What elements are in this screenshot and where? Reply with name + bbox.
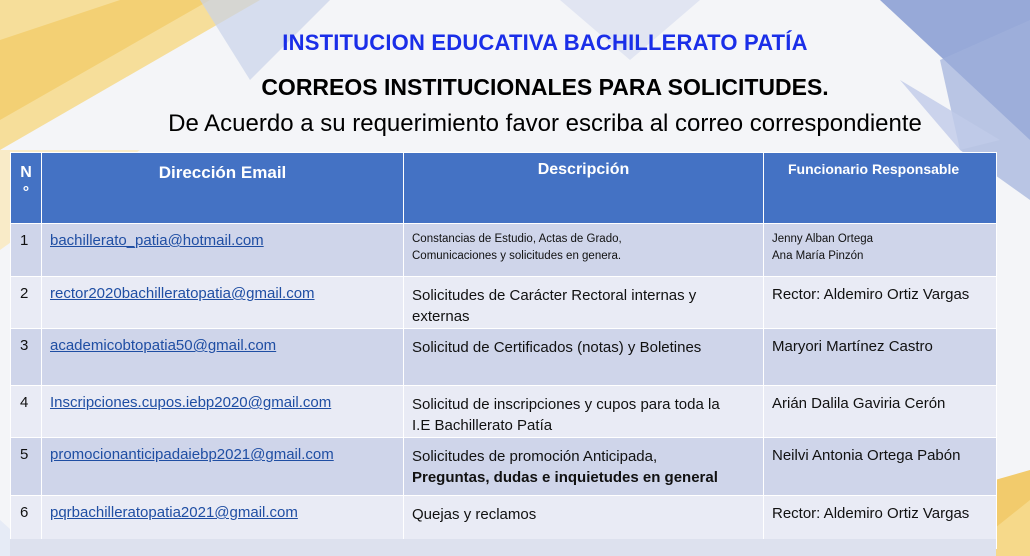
table-header-row xyxy=(11,153,997,224)
row-number: 5 xyxy=(11,438,42,496)
description-line: Solicitudes de Carácter Rectoral internas y xyxy=(412,287,697,304)
description-line: I.E Bachillerato Patía xyxy=(412,417,553,434)
email-cell xyxy=(42,386,404,438)
email-cell xyxy=(42,224,404,277)
header-number-line1: N xyxy=(20,164,32,181)
responsible-name: Ana María Pinzón xyxy=(772,250,864,262)
header-email: Dirección Email xyxy=(42,153,404,224)
responsible-cell xyxy=(764,438,997,496)
description-cell xyxy=(404,224,764,277)
responsible-cell xyxy=(764,277,997,329)
header-number-line2: ° xyxy=(22,184,30,201)
responsible-name: Maryori Martínez Castro xyxy=(772,338,933,355)
emails-table xyxy=(10,152,997,549)
responsible-name: Rector: Aldemiro Ortiz Vargas xyxy=(772,286,970,303)
description-line: Solicitud de inscripciones y cupos para toda la xyxy=(412,396,720,413)
header-number xyxy=(11,153,42,224)
table-row xyxy=(11,329,997,386)
email-link[interactable]: Inscripciones.cupos.iebp2020@gmail.com xyxy=(50,394,332,411)
responsible-name: Rector: Aldemiro Ortiz Vargas xyxy=(772,505,970,522)
document-title: CORREOS INSTITUCIONALES PARA SOLICITUDES. xyxy=(261,74,829,100)
description-line-bold: Preguntas, dudas e inquietudes en general xyxy=(412,469,718,486)
instruction-text: De Acuerdo a su requerimiento favor escriba al correo correspondiente xyxy=(168,110,922,137)
table-row xyxy=(11,277,997,329)
email-link[interactable]: pqrbachilleratopatia2021@gmail.com xyxy=(50,504,298,521)
row-number: 6 xyxy=(11,496,42,549)
email-link[interactable]: promocionanticipadaiebp2021@gmail.com xyxy=(50,446,334,463)
description-line: Solicitudes de promoción Anticipada, xyxy=(412,448,658,465)
email-link[interactable]: bachillerato_patia@hotmail.com xyxy=(50,232,264,249)
email-cell xyxy=(42,329,404,386)
email-link[interactable]: rector2020bachilleratopatia@gmail.com xyxy=(50,285,315,302)
institution-title: INSTITUCION EDUCATIVA BACHILLERATO PATÍA xyxy=(282,30,808,55)
description-cell xyxy=(404,386,764,438)
description-cell xyxy=(404,438,764,496)
header-description: Descripción xyxy=(404,153,764,224)
row-number: 4 xyxy=(11,386,42,438)
email-link[interactable]: academicobtopatia50@gmail.com xyxy=(50,337,277,354)
description-line: Solicitud de Certificados (notas) y Boletines xyxy=(412,339,702,356)
header-responsible: Funcionario Responsable xyxy=(764,153,997,224)
responsible-cell xyxy=(764,386,997,438)
table-row xyxy=(11,224,997,277)
email-cell xyxy=(42,438,404,496)
description-cell xyxy=(404,277,764,329)
description-line: Constancias de Estudio, Actas de Grado, xyxy=(412,233,622,245)
description-line: Comunicaciones y solicitudes en genera. xyxy=(412,250,622,262)
table-row xyxy=(11,386,997,438)
responsible-name: Jenny Alban Ortega xyxy=(772,233,874,245)
row-number: 3 xyxy=(11,329,42,386)
row-number: 1 xyxy=(11,224,42,277)
table-row xyxy=(11,438,997,496)
description-line: Quejas y reclamos xyxy=(412,506,537,523)
email-cell xyxy=(42,277,404,329)
description-line: externas xyxy=(412,308,470,325)
row-number: 2 xyxy=(11,277,42,329)
responsible-name: Neilvi Antonia Ortega Pabón xyxy=(772,447,961,464)
responsible-cell xyxy=(764,329,997,386)
description-cell xyxy=(404,329,764,386)
responsible-cell xyxy=(764,224,997,277)
responsible-name: Arián Dalila Gaviria Cerón xyxy=(772,395,946,412)
table-bottom-band xyxy=(10,539,996,556)
